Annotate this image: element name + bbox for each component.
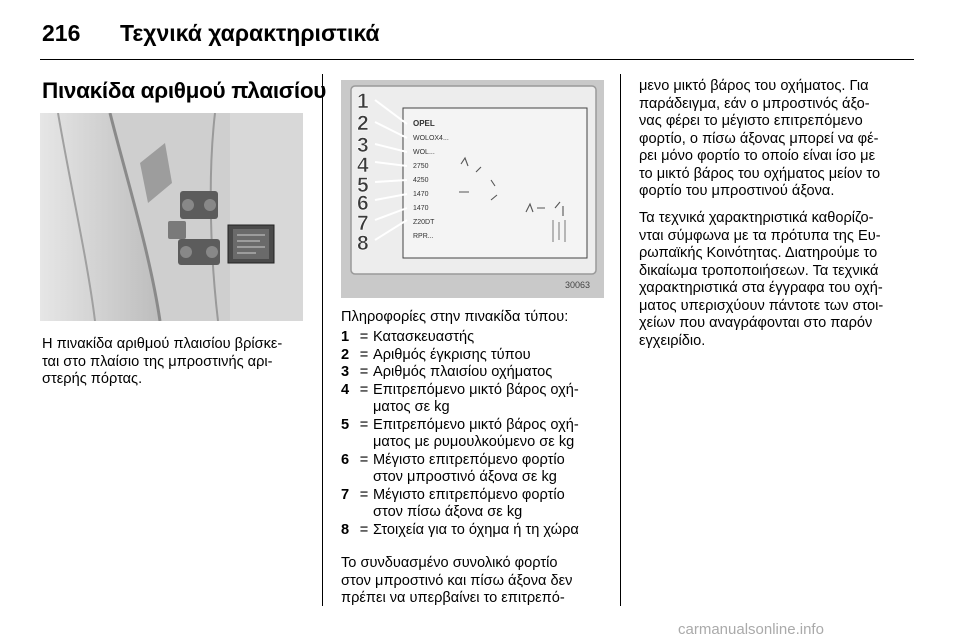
legend-equals: = [359,486,369,503]
legend-list [341,329,611,539]
page-number: 216 [42,20,81,46]
legend-item [341,487,611,522]
legend-item [341,329,611,347]
text-line: φορτίο, ο πίσω άξονας μπορεί να φέ- [639,130,879,147]
legend-number: 3 [341,364,350,380]
legend-line: Μέγιστο επιτρεπόμενο φορτίο [373,451,565,468]
legend-number: 6 [341,451,350,468]
callout-number: 3 [357,134,369,157]
text-line: ρωπαϊκής Κοινότητας. Διατηρούμε το [639,245,878,261]
callout-number: 8 [357,232,369,255]
text-line: στερής πόρτας. [42,371,143,387]
legend-equals: = [359,329,369,345]
legend-line: Στοιχεία για το όχημα ή τη χώρα [373,521,579,538]
callout-number: 5 [357,174,369,197]
plate-text-line: 4250 [413,177,429,184]
text-line: δικαίωμα τροποποιήσεων. Τα τεχνικά [639,262,879,279]
legend-number: 7 [341,486,350,503]
legend-line: ματος με ρυμουλκούμενο σε kg [373,434,575,450]
text-line: ται στο πλαίσιο της μπροστινής αρι- [42,353,273,370]
text-line: ματος υπερισχύουν πάντοτε των στοι- [639,297,884,314]
legend-text [373,382,611,417]
legend-line: Επιτρεπόμενο μικτό βάρος οχή- [373,381,579,398]
door-frame-illustration [40,113,303,321]
plate-text-line: RPR... [413,233,434,240]
plate-text-line: 1470 [413,205,429,212]
text-line: χαρακτηριστικά στα έγγραφα του οχή- [639,280,883,296]
axle-load-paragraph [639,78,880,201]
text-line: χείων που αναγράφονται στο παρόν [639,315,873,331]
text-line: ρει μόνο φορτίο το οποίο είναι ίσο με [639,148,876,164]
legend-text [373,487,611,522]
legend-line: ματος σε kg [373,399,450,415]
callout-number: 7 [357,212,369,235]
text-line: μενο μικτό βάρος του οχήματος. Για [639,78,869,94]
watermark: carmanualsonline.info [678,621,824,638]
plate-text-line: Z20DT [413,219,435,226]
legend-number: 8 [341,521,350,538]
legend-item [341,347,611,365]
legend-number: 5 [341,416,350,433]
plate-text-line: OPEL [413,119,435,128]
legend-text [373,417,611,452]
text-line: πρέπει να υπερβαίνει το επιτρεπό- [341,590,565,606]
legend-equals: = [359,521,369,538]
type-plate-illustration [341,80,604,298]
door-frame-photo [40,113,303,321]
standards-paragraph [639,210,883,350]
legend-line: στον πίσω άξονα σε kg [373,504,523,520]
text-line: Τα τεχνικά χαρακτηριστικά καθορίζο- [639,210,874,226]
column-divider-2 [620,74,621,606]
legend-text [373,452,611,487]
callout-number: 2 [357,112,369,135]
legend-text [373,329,611,347]
legend-number: 1 [341,329,350,345]
location-paragraph [42,336,282,389]
text-line: φορτίο του μπροστινού άξονα. [639,183,835,199]
callout-number: 4 [357,154,369,177]
legend-equals: = [359,416,369,433]
legend-line: Αριθμός πλαισίου οχήματος [373,364,553,380]
combined-load-paragraph [341,555,572,608]
legend-line: Αριθμός έγκρισης τύπου [373,346,531,363]
header-rule [40,59,914,60]
legend-line: στον μπροστινό άξονα σε kg [373,469,557,485]
legend-text [373,347,611,365]
callout-number: 6 [357,192,369,215]
plate-text-line: WOLOX4... [413,135,449,142]
legend-text [373,522,611,540]
legend-item [341,522,611,540]
legend-item [341,364,611,382]
legend-item [341,452,611,487]
legend-intro: Πληροφορίες στην πινακίδα τύπου: [341,309,569,325]
text-line: Το συνδυασμένο συνολικό φορτίο [341,555,558,571]
legend-number: 2 [341,346,350,363]
text-line: νται σύμφωνα με τα πρότυπα της Ευ- [639,227,881,244]
legend-equals: = [359,346,369,363]
plate-text-line: 1470 [413,191,429,198]
legend-item [341,382,611,417]
text-line: παράδειγμα, εάν ο μπροστινός άξο- [639,95,870,112]
text-line: νας φέρει το μέγιστο επιτρεπόμενο [639,113,863,129]
legend-equals: = [359,451,369,468]
column-divider-1 [322,74,323,606]
text-line: Η πινακίδα αριθμού πλαισίου βρίσκε- [42,336,283,352]
text-line: στον μπροστινό και πίσω άξονα δεν [341,572,573,589]
legend-line: Επιτρεπόμενο μικτό βάρος οχή- [373,416,579,433]
legend-line: Μέγιστο επιτρεπόμενο φορτίο [373,486,565,503]
chapter-title: Τεχνικά χαρακτηριστικά [120,20,380,46]
legend-line: Κατασκευαστής [373,329,475,345]
type-plate-figure [341,80,604,298]
callout-number: 1 [357,90,369,113]
text-line: το μικτό βάρος του οχήματος μείον το [639,165,881,182]
legend-item [341,417,611,452]
legend-number: 4 [341,381,350,398]
section-title: Πινακίδα αριθμού πλαισίου [42,78,327,103]
legend-equals: = [359,364,369,380]
legend-equals: = [359,381,369,398]
figure-number: 30063 [565,280,591,290]
text-line: εγχειρίδιο. [639,332,706,349]
legend-text [373,364,611,382]
plate-text-line: 2750 [413,163,429,170]
plate-text-line: WOL... [413,149,435,156]
